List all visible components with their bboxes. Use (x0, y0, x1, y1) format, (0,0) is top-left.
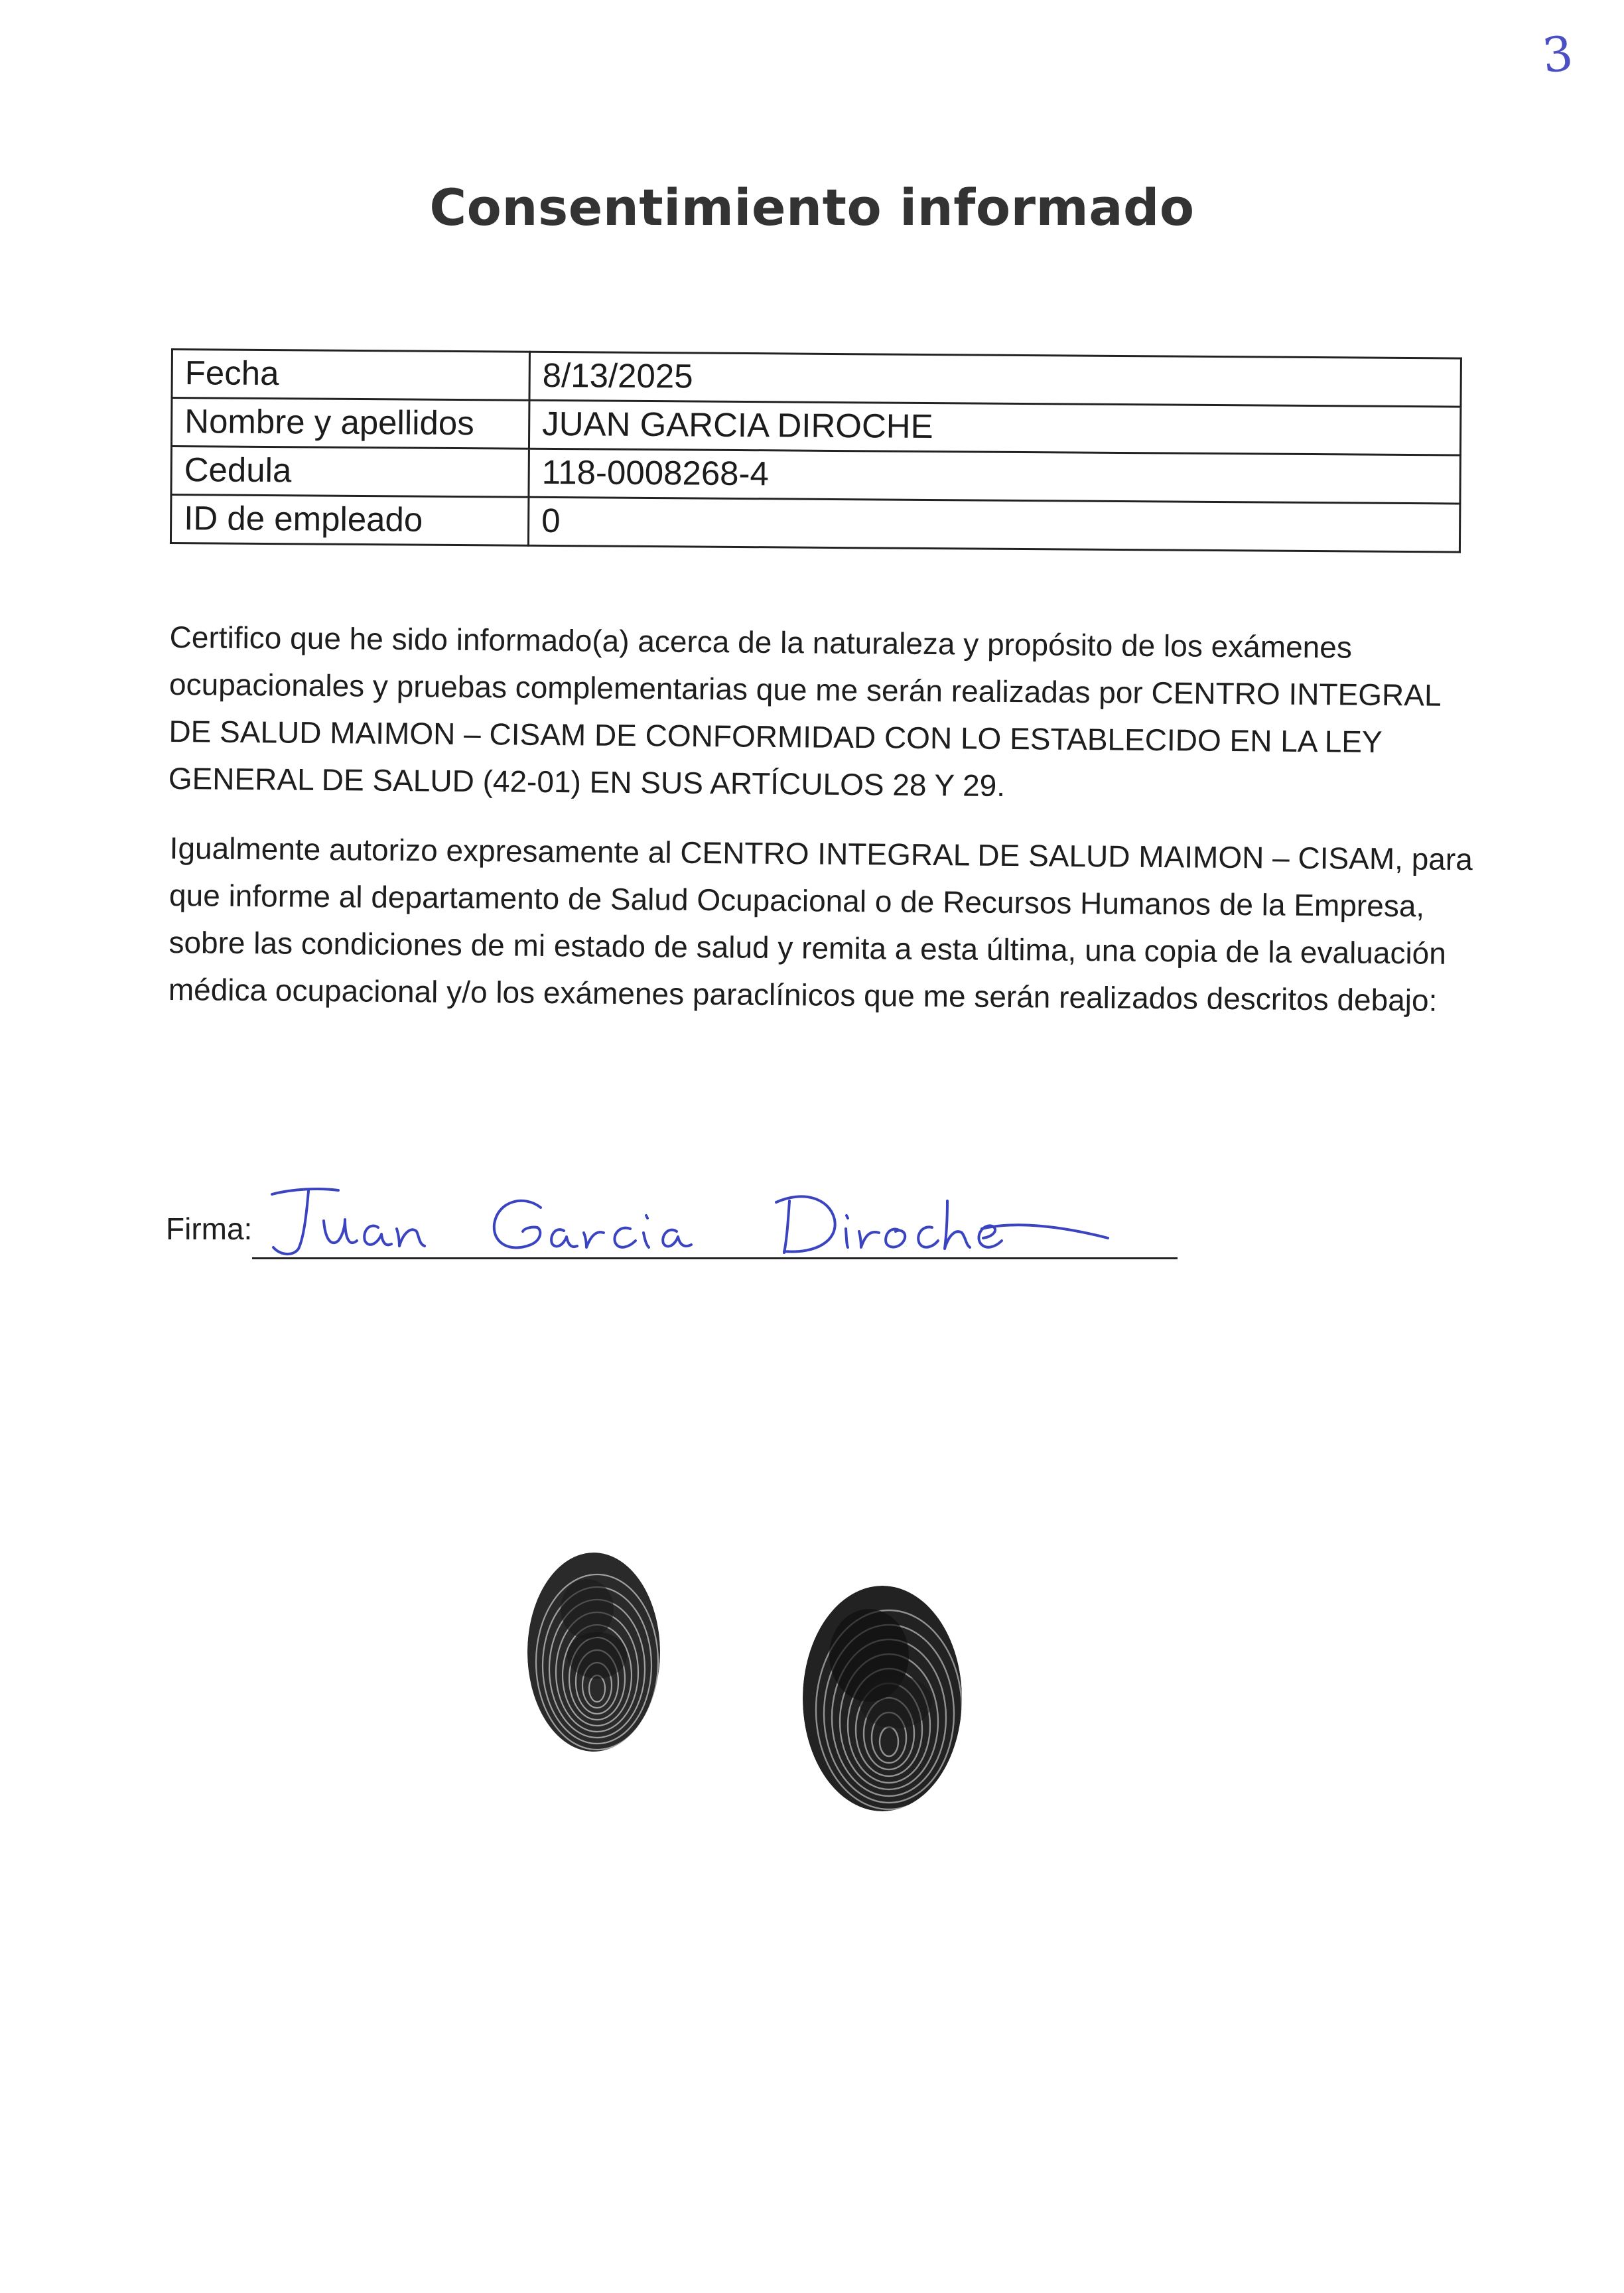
certification-paragraph: Certifico que he sido informado(a) acerca de la naturaleza y propósito de los exámenes ocupacionales y pruebas complementarias que me serán realizadas por CENTRO INTEGRAL DE SALUD MAIMON – CISAM DE CONFORMIDAD CON LO ESTABLECIDO EN LA LEY GENERAL DE SALUD (42-01) EN SUS ARTÍCULOS 28 Y 29. (168, 619, 1441, 803)
employee-info-table (170, 348, 1462, 553)
date-value: 8/13/2025 (529, 352, 1461, 407)
table-row (170, 495, 1459, 553)
table-row (171, 398, 1460, 456)
document-title: Consentimiento informado (429, 178, 1195, 237)
handwritten-signature (245, 1174, 1121, 1267)
id-card-value: 118-0008268-4 (529, 449, 1460, 504)
full-name-value: JUAN GARCIA DIROCHE (529, 400, 1460, 455)
table-row (171, 447, 1460, 504)
employee-id-value: 0 (528, 497, 1459, 552)
right-fingerprint (796, 1582, 975, 1818)
page-number: 3 (1539, 25, 1576, 84)
id-card-label: Cedula (171, 447, 529, 498)
date-label: Fecha (172, 350, 529, 401)
employee-id-label: ID de empleado (170, 495, 528, 546)
fingerprints-section (511, 1539, 1015, 1818)
left-fingerprint (524, 1549, 670, 1768)
signature-section (166, 1174, 1181, 1267)
authorization-paragraph: Igualmente autorizo expresamente al CENTRO INTEGRAL DE SALUD MAIMON – CISAM, para que informe al departamento de Salud Ocupacional o de Recursos Humanos de la Empresa, sobre las condiciones de mi estado de salud y remita a esta última, una copia de la evaluación médica ocupacional y/o los exámenes paraclínicos que me serán realizados descritos debajo: (168, 830, 1473, 1018)
full-name-label: Nombre y apellidos (171, 398, 529, 449)
table-row (172, 350, 1461, 407)
signature-label: Firma: (166, 1212, 253, 1246)
